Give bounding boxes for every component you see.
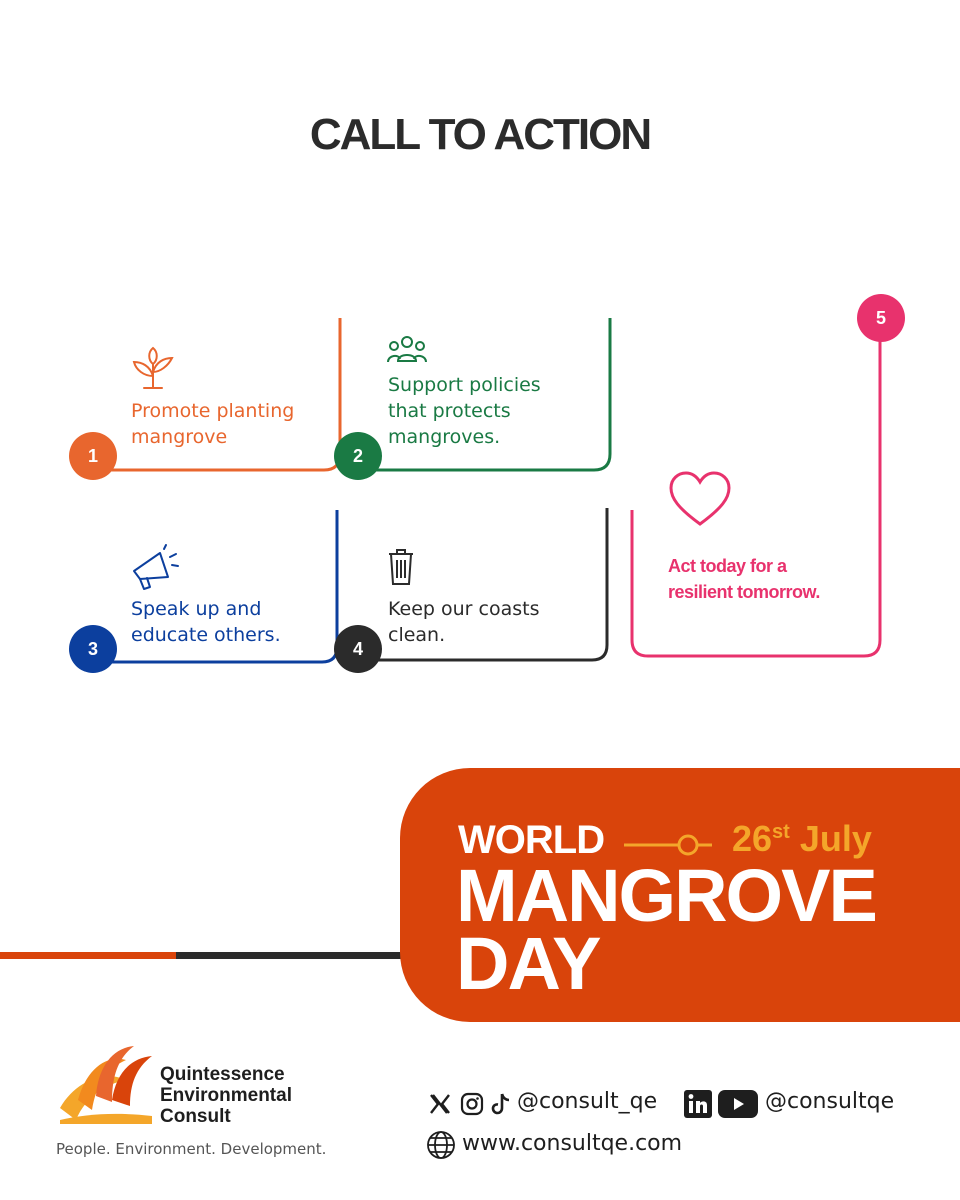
- page-title: CALL TO ACTION: [309, 110, 651, 159]
- tagline: People. Environment. Development.: [56, 1140, 327, 1158]
- step-2-number: 2: [334, 432, 382, 480]
- brand-name: [160, 1064, 292, 1127]
- brand-line3: Consult: [160, 1106, 231, 1127]
- banner-title-line2: DAY: [456, 922, 600, 1005]
- step-3-text-line1: Speak up and: [131, 598, 262, 620]
- brand-line2: Environmental: [160, 1085, 292, 1106]
- step-3-number: 3: [69, 625, 117, 673]
- heart-icon: [668, 470, 732, 528]
- step-5-text: [668, 553, 820, 605]
- plant-sprout-icon: [130, 346, 176, 390]
- banner-date-day: 26: [732, 818, 773, 859]
- step-5-number: 5: [857, 294, 905, 342]
- linkedin-icon[interactable]: [684, 1090, 712, 1118]
- step-1-text-line2: mangrove: [131, 426, 228, 448]
- divider-orange: [0, 952, 176, 959]
- website-link[interactable]: www.consultqe.com: [462, 1131, 683, 1156]
- step-2-text-line2: that protects: [388, 400, 511, 422]
- megaphone-icon: [130, 543, 182, 591]
- step-5-text-line2: resilient tomorrow.: [668, 582, 820, 602]
- brand-line1: Quintessence: [160, 1064, 285, 1085]
- company-logo-icon: [56, 1040, 156, 1124]
- step-4-number: 4: [334, 625, 382, 673]
- step-1-text-line1: Promote planting: [131, 400, 295, 422]
- step-2-text: [388, 372, 541, 450]
- divider-dark: [176, 952, 406, 959]
- step-2-text-line3: mangroves.: [388, 426, 501, 448]
- banner-date-month: July: [799, 818, 872, 859]
- people-group-icon: [386, 333, 428, 365]
- instagram-icon[interactable]: [460, 1092, 484, 1116]
- banner-title: [456, 854, 876, 1005]
- step-3-text: [131, 596, 281, 648]
- banner-title-line1: MANGROVE: [456, 854, 876, 937]
- step-1-text: [131, 398, 294, 450]
- step-5-text-line1: Act today for a: [668, 556, 787, 576]
- step-4-text-line1: Keep our coasts: [388, 598, 540, 620]
- step-4-text: [388, 596, 539, 648]
- step-1-number: 1: [69, 432, 117, 480]
- x-twitter-icon[interactable]: [428, 1092, 452, 1116]
- globe-icon: [426, 1130, 456, 1160]
- social-handle-1[interactable]: @consult_qe: [517, 1089, 658, 1114]
- trash-bin-icon: [387, 548, 415, 586]
- banner-world: WORLD: [458, 818, 605, 862]
- youtube-icon[interactable]: [718, 1090, 758, 1118]
- step-4-text-line2: clean.: [388, 624, 446, 646]
- tiktok-icon[interactable]: [490, 1092, 512, 1116]
- step-2-text-line1: Support policies: [388, 374, 541, 396]
- banner-date-suffix: st: [772, 821, 790, 843]
- step-3-text-line2: educate others.: [131, 624, 281, 646]
- social-handle-2[interactable]: @consultqe: [765, 1089, 895, 1114]
